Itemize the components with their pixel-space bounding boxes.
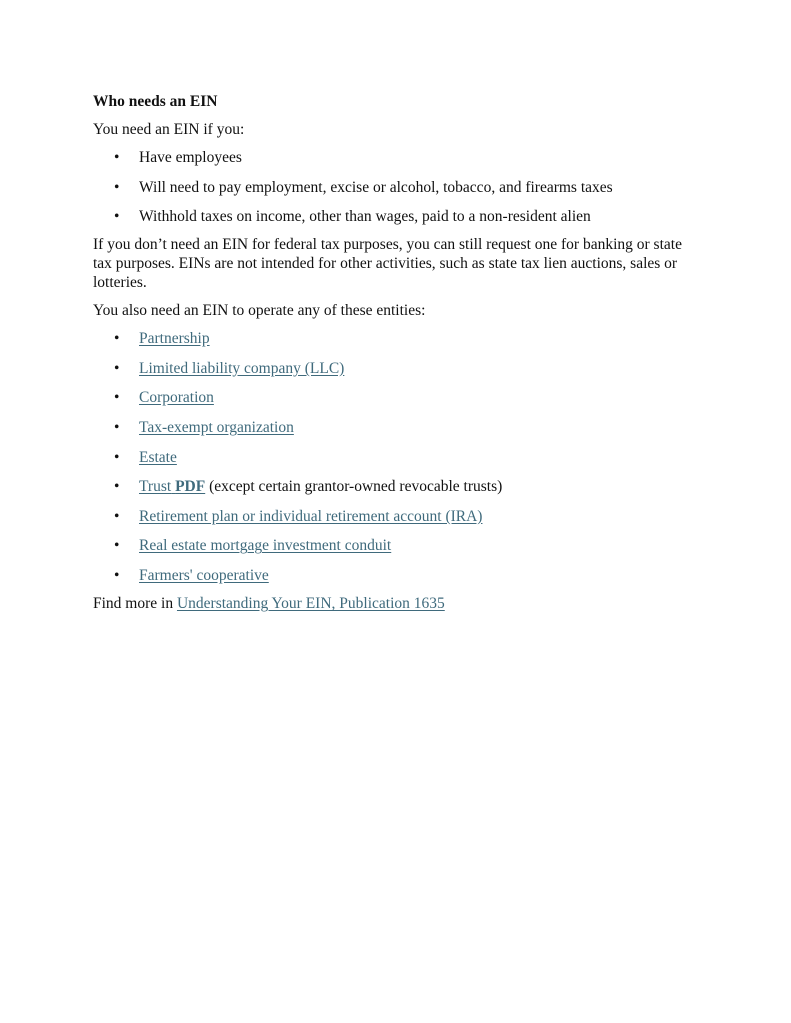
section-heading: Who needs an EIN [93, 93, 218, 110]
tax-exempt-organization-link[interactable]: Tax-exempt organization [139, 418, 294, 436]
requirements-list [93, 148, 703, 226]
list-item [93, 477, 703, 496]
retirement-plan-link[interactable]: Retirement plan or individual retirement account (IRA) [139, 507, 483, 525]
partnership-link[interactable]: Partnership [139, 330, 210, 348]
bullet-icon: • [114, 478, 120, 496]
pdf-badge: PDF [175, 478, 206, 496]
list-item [93, 566, 703, 585]
trust-note: (except certain grantor-owned revocable trusts) [205, 478, 503, 496]
estate-link[interactable]: Estate [139, 448, 177, 466]
list-item [93, 388, 703, 407]
trust-link-label: Trust [139, 478, 172, 496]
remic-link[interactable]: Real estate mortgage investment conduit [139, 537, 392, 555]
bullet-icon: • [114, 359, 120, 377]
entities-list [93, 329, 703, 585]
intro-text: You need an EIN if you: [93, 121, 245, 138]
bullet-icon: • [114, 566, 120, 584]
bullet-icon: • [114, 537, 120, 555]
bullet-icon: • [114, 418, 120, 436]
list-item [93, 148, 703, 167]
list-item [93, 448, 703, 467]
publication-1635-link[interactable]: Understanding Your EIN, Publication 1635 [176, 594, 445, 612]
entities-intro-text: You also need an EIN to operate any of these entities: [93, 302, 426, 320]
bullet-icon: • [114, 178, 120, 196]
trust-link[interactable] [139, 478, 205, 495]
list-item [93, 536, 703, 555]
farmers-cooperative-link[interactable]: Farmers' cooperative [139, 566, 269, 584]
list-item [93, 207, 703, 226]
list-item [93, 178, 703, 197]
requirement-text: Will need to pay employment, excise or alcohol, tobacco, and firearms taxes [139, 178, 613, 196]
list-item [93, 418, 703, 437]
bullet-icon: • [114, 507, 120, 525]
document-content [93, 92, 703, 622]
requirement-text: Have employees [139, 149, 242, 166]
bullet-icon: • [114, 208, 120, 226]
llc-link[interactable]: Limited liability company (LLC) [139, 359, 345, 377]
bullet-icon: • [114, 448, 120, 466]
find-more-prefix: Find more in [93, 594, 177, 612]
bullet-icon: • [114, 149, 120, 166]
find-more-line [93, 594, 703, 613]
list-item [93, 359, 703, 378]
bullet-icon: • [114, 389, 120, 407]
list-item [93, 507, 703, 526]
note-paragraph: If you don’t need an EIN for federal tax purposes, you can still request one for banking or state tax purposes. EINs are not intended for other activities, such as state tax lien auctions, sales or lotteries. [93, 236, 682, 292]
bullet-icon: • [114, 330, 120, 348]
corporation-link[interactable]: Corporation [139, 389, 214, 407]
requirement-text: Withhold taxes on income, other than wages, paid to a non-resident alien [139, 208, 591, 226]
list-item [93, 329, 703, 348]
